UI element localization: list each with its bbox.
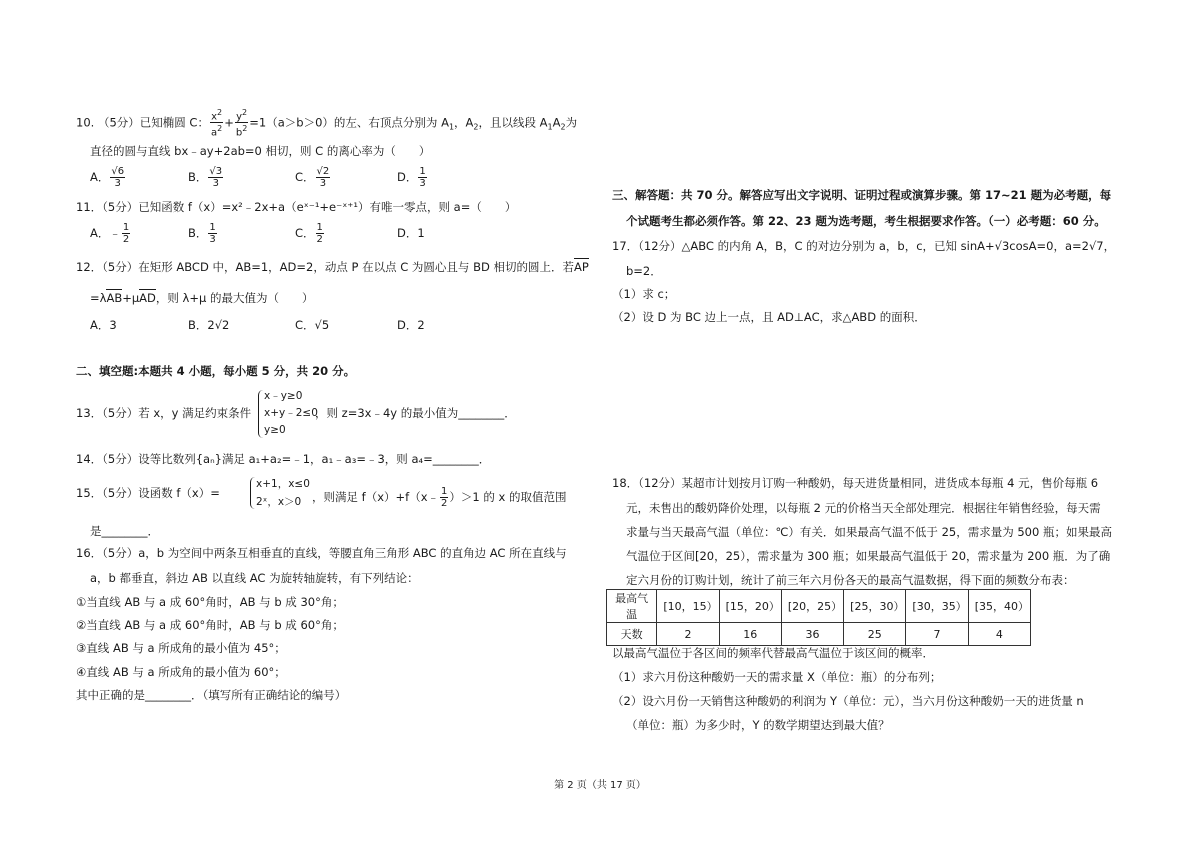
table-cell: 16 [719, 623, 781, 646]
q11-option-c: C． $\frac{1}{2}$ [295, 222, 323, 245]
q18-line1: 18．（12分）某超市计划按月订购一种酸奶，每天进货量相同，进货成本每瓶 4 元，售价每瓶 6 [612, 476, 1099, 490]
q12-line1: 12．（5分）在矩形 ABCD 中，AB=1，AD=2，动点 P 在以点 C 为圆心且与 BD 相切的圆上．若AP [76, 260, 589, 274]
q18-line2: 元，未售出的酸奶降价处理，以每瓶 2 元的价格当天全部处理完．根据往年销售经验，每天需 [626, 501, 1101, 515]
q13-post: ，则 z=3x﹣4y 的最小值为________． [315, 406, 516, 420]
table-row [607, 590, 1031, 623]
q10-frac-x: $\frac{x^2}{a^2}$ [210, 108, 223, 139]
q11-option-d: D．1 [397, 226, 425, 240]
q18-line3: 求量与当天最高气温（单位：℃）有关．如果最高气温不低于 25，需求量为 500 瓶；如果最高 [626, 525, 1112, 539]
frequency-table [606, 589, 1031, 646]
q12-line2: =λAB+μAD，则 λ+μ 的最大值为（ ） [90, 291, 314, 305]
q10-option-d: D． $\frac{1}{3}$ [397, 166, 426, 189]
table-cell: 天数 [607, 623, 657, 646]
q18-part1: （1）求六月份这种酸奶一天的需求量 X（单位：瓶）的分布列； [612, 670, 942, 684]
q10-frac-y: $\frac{y^2}{b^2}$ [235, 108, 248, 139]
section3-line1: 三、解答题：共 70 分。解答应写出文字说明、证明过程或演算步骤。第 17~21 题为必考题，每 [612, 188, 1112, 202]
q13-brace [258, 390, 263, 438]
table-cell: 36 [781, 623, 843, 646]
q11-option-a: A．﹣ $\frac{1}{2}$ [90, 222, 130, 245]
q18-part2a: （2）设六月份一天销售这种酸奶的利润为 Y（单位：元），当六月份这种酸奶一天的进货量 n [612, 694, 1084, 708]
q15-mid: ，则满足 f（x）+f（x﹣ $\frac{1}{2}$ ）＞1 的 x 的取值范围 [312, 486, 567, 509]
section3-line2: 个试题考生都必须作答。第 22、23 题为选考题，考生根据要求作答。（一）必考题：60 分。 [626, 214, 1106, 228]
q10-line2: 直径的圆与直线 bx﹣ay+2ab=0 相切，则 C 的离心率为（ ） [90, 144, 431, 158]
q13-pre: 13．（5分）若 x，y 满足约束条件 [76, 406, 252, 420]
q10-option-c: C． $\frac{√2}{3}$ [295, 166, 330, 189]
q15-line2: 是________． [90, 524, 159, 538]
q15-case-1: x+1，x≤0 [256, 478, 310, 490]
q16-line2: a，b 都垂直，斜边 AB 以直线 AC 为旋转轴旋转，有下列结论： [90, 571, 419, 585]
table-cell: 25 [844, 623, 906, 646]
q13-constraint-3: y≥0 [264, 424, 286, 436]
q18-line4: 气温位于区间[20，25），需求量为 300 瓶；如果最高气温低于 20，需求量为 200 瓶．为了确 [626, 549, 1111, 563]
q10-option-b: B． $\frac{√3}{3}$ [188, 166, 223, 189]
q12-option-b: B．2√2 [188, 318, 230, 332]
q12-option-d: D．2 [397, 318, 425, 332]
q12-option-c: C．√5 [295, 318, 330, 332]
q10-line1: 10. （5分）已知椭圆 C： $\frac{x^2}{a^2}$ + $\frac{y^2}{b^2}$ =1（a＞b＞0）的左、右顶点分别为 $A_1$，$A_2$，且以线段 $A_1A_2$为 [76, 108, 578, 139]
q18-after-table: 以最高气温位于各区间的频率代替最高气温位于该区间的概率． [612, 646, 934, 660]
q16-line1: 16．（5分）a，b 为空间中两条互相垂直的直线，等腰直角三角形 ABC 的直角边 AC 所在直线与 [76, 546, 567, 560]
q17-line2: b=2． [626, 264, 662, 278]
q17-part2: （2）设 D 为 BC 边上一点，且 AD⊥AC，求△ABD 的面积． [612, 310, 926, 324]
q16-item-1: ①当直线 AB 与 a 成 60°角时，AB 与 b 成 30°角； [76, 595, 344, 609]
table-header-cell: [20，25） [781, 590, 843, 623]
table-cell: 2 [657, 623, 719, 646]
table-header-cell: [30，35） [906, 590, 968, 623]
q18-line5: 定六月份的订购计划，统计了前三年六月份各天的最高气温数据，得下面的频数分布表： [626, 573, 1075, 587]
q17-part1: （1）求 c； [612, 287, 676, 301]
table-cell: 7 [906, 623, 968, 646]
table-header-cell: 最高气温 [607, 590, 657, 623]
table-cell: 4 [968, 623, 1030, 646]
q15-brace [250, 477, 255, 509]
q16-item-3: ③直线 AB 与 a 所成角的最小值为 45°； [76, 641, 286, 655]
q16-item-2: ②当直线 AB 与 a 成 60°角时，AB 与 b 成 60°角； [76, 618, 344, 632]
q12-option-a: A．3 [90, 318, 117, 332]
q18-part2b: （单位：瓶）为多少时，Y 的数学期望达到最大值？ [626, 718, 890, 732]
q17-line1: 17．（12分）△ABC 的内角 A，B，C 的对边分别为 a，b，c，已知 sinA+√3cosA=0，a=2√7， [612, 239, 1116, 253]
table-row [607, 623, 1031, 646]
q13-constraint-2: x+y﹣2≤0 [264, 407, 318, 419]
q16-last: 其中正确的是________．（填写所有正确结论的编号） [76, 688, 347, 702]
table-header-cell: [10，15） [657, 590, 719, 623]
q15-pre: 15．（5分）设函数 f（x）= [76, 486, 220, 500]
q15-case-2: 2ˣ，x＞0 [256, 496, 302, 508]
table-header-cell: [35，40） [968, 590, 1030, 623]
q16-item-4: ④直线 AB 与 a 所成角的最小值为 60°； [76, 665, 286, 679]
q11-option-b: B． $\frac{1}{3}$ [188, 222, 216, 245]
table-header-cell: [25，30） [844, 590, 906, 623]
q11-line: 11．（5分）已知函数 f（x）=x²﹣2x+a（eˣ⁻¹+e⁻ˣ⁺¹）有唯一零点，则 a=（ ） [76, 200, 517, 214]
q14-line: 14．（5分）设等比数列{aₙ}满足 a₁+a₂=﹣1，a₁﹣a₃=﹣3，则 a₄=________． [76, 452, 491, 466]
q10-option-a: A． $\frac{√6}{3}$ [90, 166, 125, 189]
q13-constraint-1: x﹣y≥0 [264, 390, 303, 402]
section2-heading: 二、填空题:本题共 4 小题，每小题 5 分，共 20 分。 [76, 364, 356, 378]
table-header-cell: [15，20） [719, 590, 781, 623]
page-footer: 第 2 页（共 17 页） [554, 780, 646, 791]
